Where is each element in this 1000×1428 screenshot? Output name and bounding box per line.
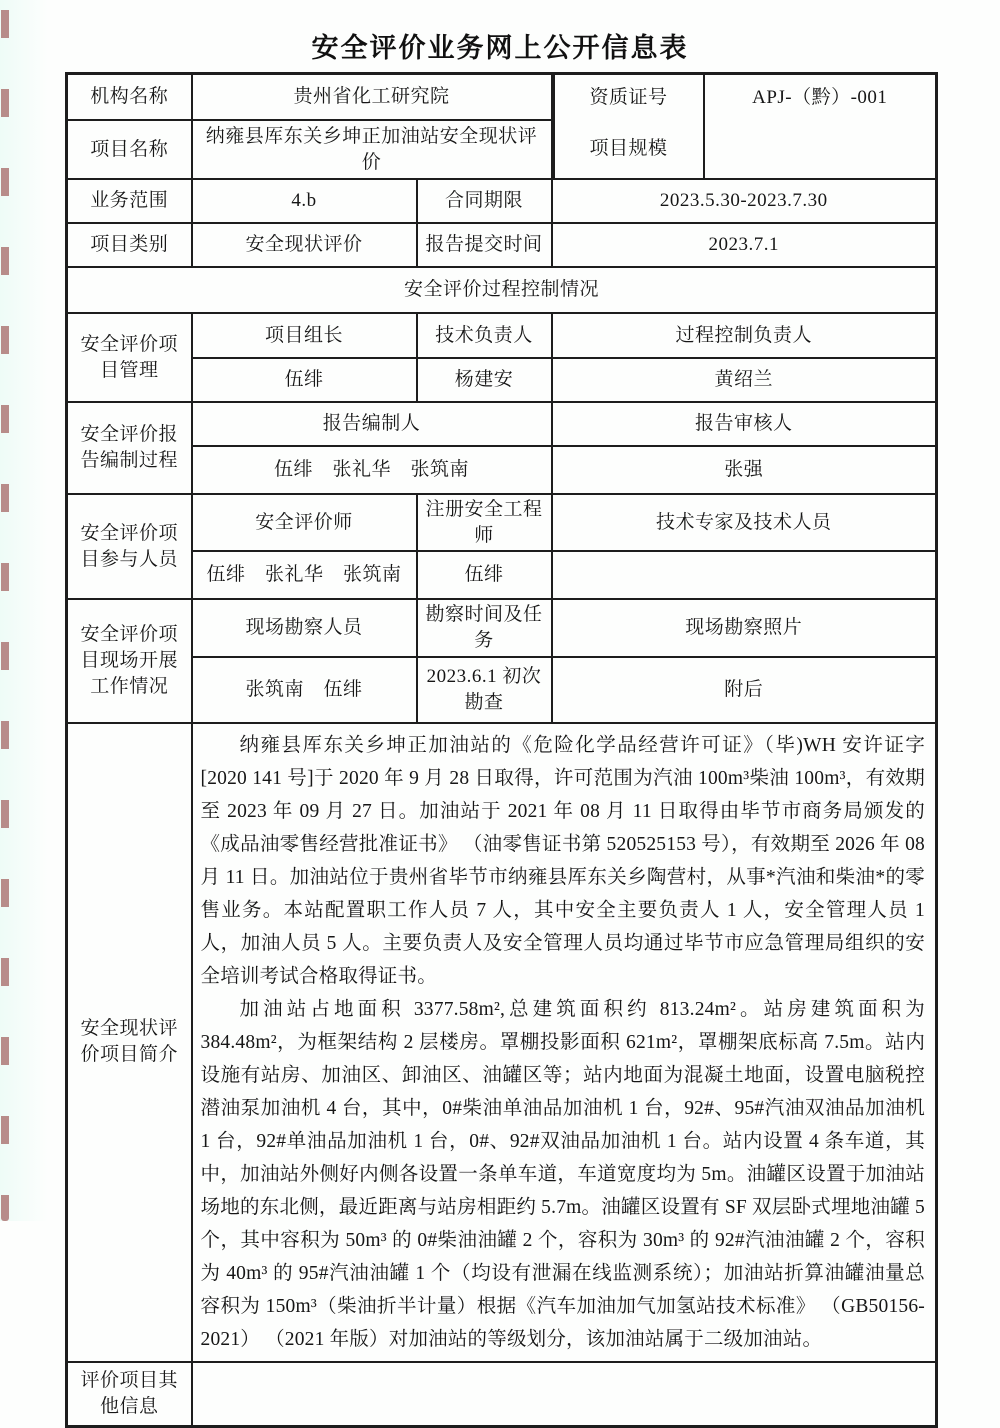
business-scope-value: 4.b (192, 179, 417, 223)
management-value-process: 黄绍兰 (552, 358, 937, 402)
other-info-value (192, 1362, 937, 1427)
section-label-site-work: 安全评价项目现场开展工作情况 (67, 599, 192, 722)
cert-no-cell (552, 74, 937, 121)
management-col-leader: 项目组长 (192, 313, 417, 358)
contract-period-value: 2023.5.30-2023.7.30 (552, 179, 937, 223)
project-name-label: 项目名称 (67, 120, 192, 179)
report-time-value: 2023.7.1 (552, 223, 937, 267)
org-name-label: 机构名称 (67, 74, 192, 121)
compilation-value-writers: 伍绯 张礼华 张筑南 (192, 446, 552, 494)
section-label-compilation: 安全评价报告编制过程 (67, 402, 192, 494)
project-scale-value (704, 120, 936, 178)
management-value-tech: 杨建安 (417, 358, 552, 402)
section-label-other-info: 评价项目其他信息 (67, 1362, 192, 1427)
management-col-process: 过程控制负责人 (552, 313, 937, 358)
site-work-value-time-task: 2023.6.1 初次勘查 (417, 657, 552, 723)
public-info-table (65, 72, 938, 1428)
report-time-label: 报告提交时间 (417, 223, 552, 267)
site-work-value-surveyors: 张筑南 伍绯 (192, 657, 417, 723)
section-label-management: 安全评价项目管理 (67, 313, 192, 402)
participants-col-assessors: 安全评价师 (192, 494, 417, 551)
participants-col-experts: 技术专家及技术人员 (552, 494, 937, 551)
summary-paragraph-1: 纳雍县厍东关乡坤正加油站的《危险化学品经营许可证》（毕)WH 安许证字[2020 141 号]于 2020 年 9 月 28 日取得，许可范围为汽油 100m³柴油 100m³，有效期至 2023 年 09 月 27 日。加油站于 2021 年 08 月 11 日取得由毕节市商务局颁发的《成品油零售经营批准证书》 （油零售证书第 520525153 号），有效期至 2026 年 08 月 11 日。加油站位于贵州省毕节市纳雍县厍东关乡陶营村，从事*汽油和柴油*的零售业务。本站配置职工作人员 7 人，其中安全主要负责人 1 人，安全管理人员 1 人，加油人员 5 人。主要负责人及安全管理人员均通过毕节市应急管理局组织的安全培训考试合格取得证书。 (200, 734, 926, 987)
org-name-value: 贵州省化工研究院 (192, 74, 552, 121)
section-label-summary: 安全现状评价项目简介 (67, 723, 192, 1362)
cert-no-value: APJ-（黔）-001 (752, 86, 888, 108)
project-name-value: 纳雍县厍东关乡坤正加油站安全现状评价 (192, 120, 552, 179)
site-work-col-time-task: 勘察时间及任务 (417, 599, 552, 656)
process-control-header: 安全评价过程控制情况 (67, 267, 937, 313)
management-col-tech: 技术负责人 (417, 313, 552, 358)
compilation-col-writers: 报告编制人 (192, 402, 552, 446)
project-category-value: 安全现状评价 (192, 223, 417, 267)
participants-value-assessors: 伍绯 张礼华 张筑南 (192, 551, 417, 599)
summary-text-cell (192, 723, 937, 1362)
project-scale-cell (552, 120, 937, 179)
scan-edge-tint (0, 0, 48, 1221)
cert-no-label: 资质证号 (554, 75, 704, 120)
participants-value-experts (552, 551, 937, 599)
project-scale-label: 项目规模 (554, 120, 704, 178)
project-category-label: 项目类别 (67, 223, 192, 267)
section-label-participants: 安全评价项目参与人员 (67, 494, 192, 599)
site-work-col-photos: 现场勘察照片 (552, 599, 937, 656)
site-work-col-surveyors: 现场勘察人员 (192, 599, 417, 656)
participants-value-engineers: 伍绯 (417, 551, 552, 599)
management-value-leader: 伍绯 (192, 358, 417, 402)
business-scope-label: 业务范围 (67, 179, 192, 223)
site-work-value-photos: 附后 (552, 657, 937, 723)
page-title: 安全评价业务网上公开信息表 (311, 33, 689, 63)
scan-edge-marks (1, 0, 9, 1221)
compilation-col-reviewer: 报告审核人 (552, 402, 937, 446)
compilation-value-reviewer: 张强 (552, 446, 937, 494)
participants-col-engineers: 注册安全工程师 (417, 494, 552, 551)
contract-period-label: 合同期限 (417, 179, 552, 223)
summary-paragraph-2: 加油站占地面积 3377.58m²,总建筑面积约 813.24m²。站房建筑面积为 384.48m²，为框架结构 2 层楼房。罩棚投影面积 621m²，罩棚架底标高 7.5m。站内设施有站房、加油区、卸油区、油罐区等；站内地面为混凝土地面，设置电脑税控潜油泵加油机 4 台，其中，0#柴油单油品加油机 1 台，92#、95#汽油双油品加油机 1 台，92#单油品加油机 1 台，0#、92#双油品加油机 1 台。站内设置 4 条车道，其中，加油站外侧好内侧各设置一条单车道，车道宽度均为 5m。油罐区设置于加油站场地的东北侧，最近距离与站房相距约 5.7m。油罐区设置有 SF 双层卧式埋地油罐 5 个，其中容积为 50m³ 的 0#柴油油罐 2 个，容积为 30m³ 的 92#汽油油罐 2 个，容积为 40m³ 的 95#汽油油罐 1 个（均设有泄漏在线监测系统）；加油站折算油罐油量总容积为 150m³（柴油折半计量）根据《汽车加油加气加氢站技术标准》 （GB50156-2021） （2021 年版）对加油站的等级划分，该加油站属于二级加油站。 (200, 998, 926, 1350)
